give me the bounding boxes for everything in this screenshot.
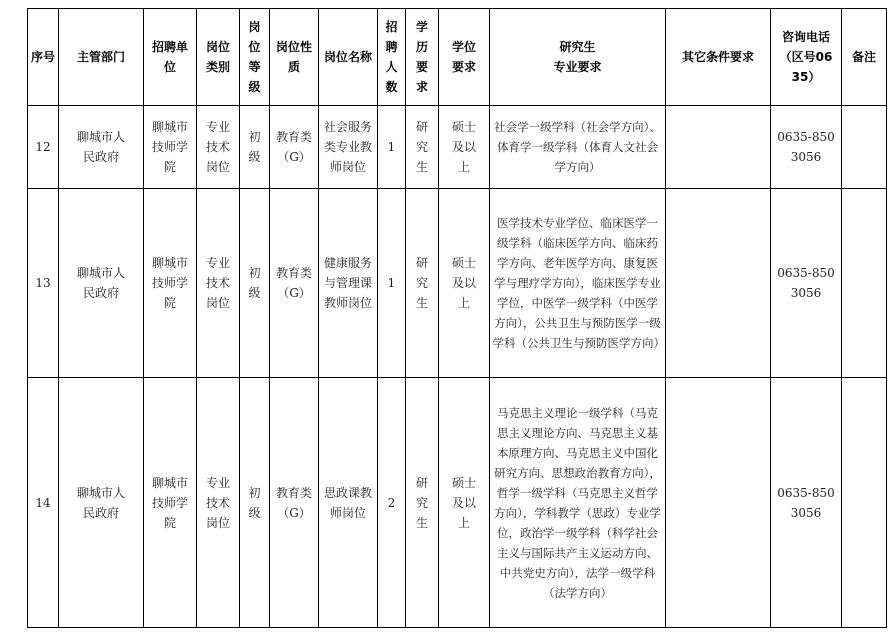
cell-count: 2 xyxy=(378,378,406,628)
cell-note xyxy=(842,378,887,628)
header-edu: 学历要求 xyxy=(406,9,439,106)
header-major: 研究生 专业要求 xyxy=(490,9,666,106)
cell-other xyxy=(666,189,771,378)
cell-major: 马克思主义理论一级学科（马克思主义理论方向、马克思主义基本原理方向、马克思主义中国化研究方向、思想政治教育方向），哲学一级学科（马克思主义哲学方向），学科教学（思政）专业学位，政治学一级学科（科学社会主义与国际共产主义运动方向、中共党史方向），法学一级学科（法学方向） xyxy=(490,378,666,628)
cell-dept: 聊城市人民政府 xyxy=(59,189,144,378)
cell-level: 初级 xyxy=(240,189,270,378)
cell-name: 社会服务类专业教师岗位 xyxy=(319,106,378,189)
cell-nature: 教育类（G） xyxy=(270,189,319,378)
header-unit: 招聘单位 xyxy=(144,9,197,106)
cell-phone: 0635-8503056 xyxy=(771,106,842,189)
table-row xyxy=(28,378,887,628)
cell-nature: 教育类（G） xyxy=(270,378,319,628)
cell-note xyxy=(842,106,887,189)
cell-note xyxy=(842,189,887,378)
cell-name: 健康服务与管理课教师岗位 xyxy=(319,189,378,378)
recruitment-table xyxy=(27,8,887,628)
header-other: 其它条件要求 xyxy=(666,9,771,106)
cell-other xyxy=(666,378,771,628)
cell-name: 思政课教师岗位 xyxy=(319,378,378,628)
table-row xyxy=(28,189,887,378)
cell-degree: 硕士及以上 xyxy=(439,378,490,628)
cell-seq: 12 xyxy=(28,106,59,189)
cell-degree: 硕士及以上 xyxy=(439,189,490,378)
header-nature: 岗位性质 xyxy=(270,9,319,106)
cell-category: 专业技术岗位 xyxy=(197,189,240,378)
header-row xyxy=(28,9,887,106)
header-level: 岗位等级 xyxy=(240,9,270,106)
cell-level: 初级 xyxy=(240,378,270,628)
cell-dept: 聊城市人民政府 xyxy=(59,106,144,189)
cell-category: 专业技术岗位 xyxy=(197,106,240,189)
cell-major: 社会学一级学科（社会学方向）、体育学一级学科（体育人文社会学方向） xyxy=(490,106,666,189)
cell-edu: 研究生 xyxy=(406,106,439,189)
header-seq: 序号 xyxy=(28,9,59,106)
cell-dept: 聊城市人民政府 xyxy=(59,378,144,628)
cell-count: 1 xyxy=(378,106,406,189)
table-row xyxy=(28,106,887,189)
cell-count: 1 xyxy=(378,189,406,378)
cell-phone: 0635-8503056 xyxy=(771,189,842,378)
cell-edu: 研究生 xyxy=(406,378,439,628)
cell-phone: 0635-8503056 xyxy=(771,378,842,628)
header-degree: 学位要求 xyxy=(439,9,490,106)
header-note: 备注 xyxy=(842,9,887,106)
header-phone: 咨询电话（区号0635） xyxy=(771,9,842,106)
cell-unit: 聊城市技师学院 xyxy=(144,378,197,628)
header-dept: 主管部门 xyxy=(59,9,144,106)
header-category: 岗位类别 xyxy=(197,9,240,106)
header-count: 招聘人数 xyxy=(378,9,406,106)
cell-category: 专业技术岗位 xyxy=(197,378,240,628)
header-name: 岗位名称 xyxy=(319,9,378,106)
cell-unit: 聊城市技师学院 xyxy=(144,106,197,189)
cell-major: 医学技术专业学位、临床医学一级学科（临床医学方向、临床药学方向、老年医学方向、康复医学与理疗学方向），临床医学专业学位，中医学一级学科（中医学方向），公共卫生与预防医学一级学科（公共卫生与预防医学方向） xyxy=(490,189,666,378)
cell-degree: 硕士及以上 xyxy=(439,106,490,189)
cell-seq: 13 xyxy=(28,189,59,378)
cell-seq: 14 xyxy=(28,378,59,628)
cell-other xyxy=(666,106,771,189)
cell-edu: 研究生 xyxy=(406,189,439,378)
cell-nature: 教育类（G） xyxy=(270,106,319,189)
cell-level: 初级 xyxy=(240,106,270,189)
cell-unit: 聊城市技师学院 xyxy=(144,189,197,378)
